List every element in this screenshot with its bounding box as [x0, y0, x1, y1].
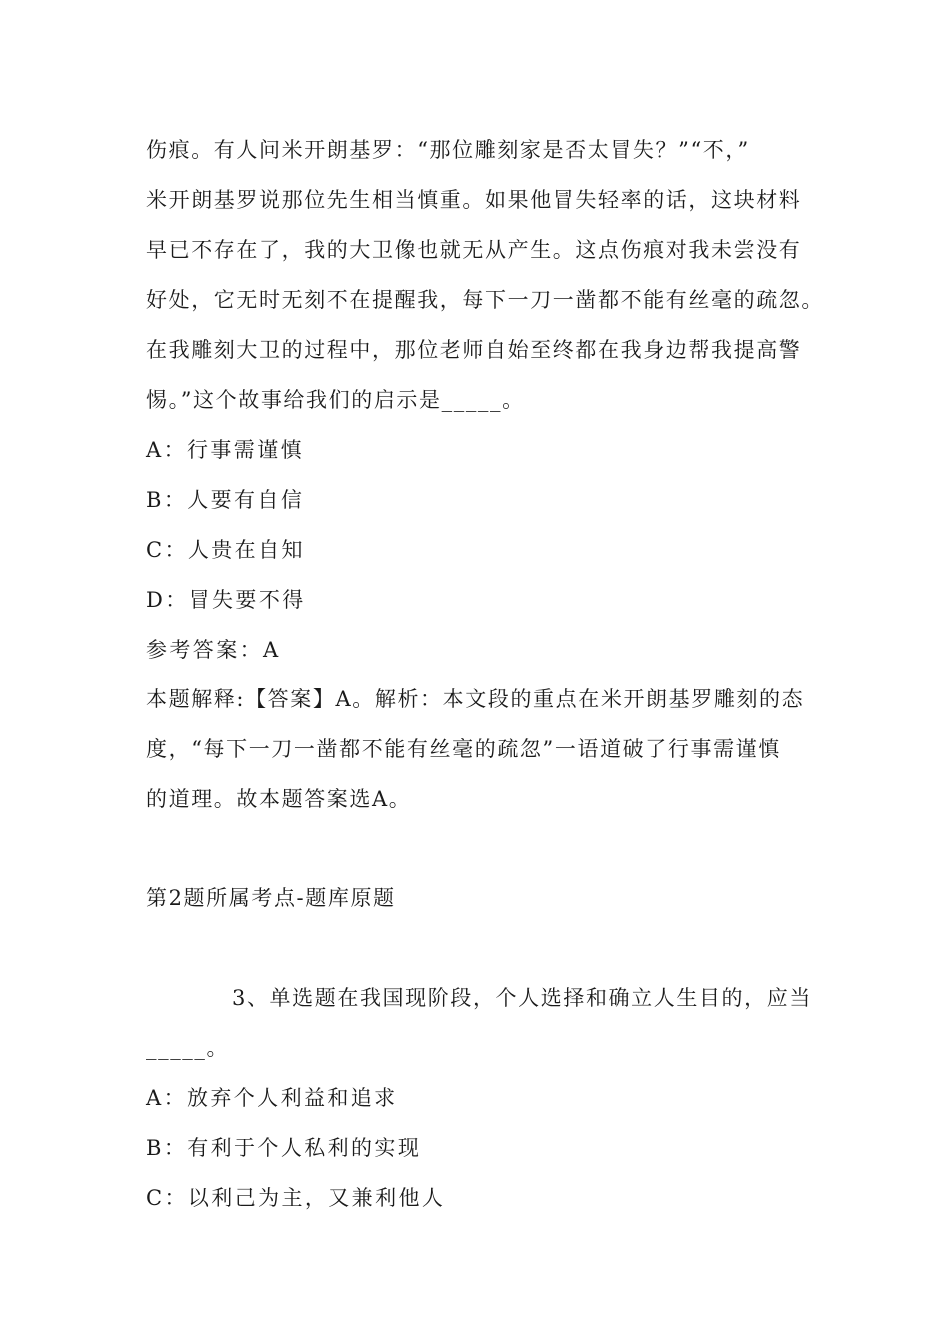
explanation-line: 本题解释:【答案】A。解析：本文段的重点在米开朗基罗雕刻的态	[146, 687, 805, 711]
passage-line: 伤痕。有人问米开朗基罗：“那位雕刻家是否太冒失？”“不，”	[146, 138, 750, 162]
passage-line: 米开朗基罗说那位先生相当慎重。如果他冒失轻率的话，这块材料	[146, 188, 802, 212]
question-stem-blank: _____。	[146, 1036, 230, 1060]
explanation-line: 度，“每下一刀一凿都不能有丝毫的疏忽”一语道破了行事需谨慎	[146, 737, 781, 761]
option-d: D：冒失要不得	[146, 588, 306, 612]
option-c: C：以利己为主，又兼利他人	[146, 1186, 446, 1210]
option-c: C：人贵在自知	[146, 538, 305, 562]
topic-line: 第2题所属考点-题库原题	[146, 886, 396, 910]
passage-line: 好处，它无时无刻不在提醒我，每下一刀一凿都不能有丝毫的疏忽。	[146, 288, 824, 312]
option-a: A：行事需谨慎	[146, 438, 304, 462]
passage-line: 早已不存在了，我的大卫像也就无从产生。这点伤痕对我未尝没有	[146, 238, 802, 262]
option-b: B：有利于个人私利的实现	[146, 1136, 422, 1160]
reference-answer: 参考答案：A	[146, 638, 281, 662]
question-stem: 3、单选题在我国现阶段，个人选择和确立人生目的，应当	[232, 986, 812, 1010]
passage-line: 惕。”这个故事给我们的启示是_____。	[146, 388, 525, 412]
explanation-line: 的道理。故本题答案选A。	[146, 787, 412, 811]
option-a: A：放弃个人利益和追求	[146, 1086, 398, 1110]
option-b: B：人要有自信	[146, 488, 305, 512]
passage-line: 在我雕刻大卫的过程中，那位老师自始至终都在我身边帮我提高警	[146, 338, 802, 362]
